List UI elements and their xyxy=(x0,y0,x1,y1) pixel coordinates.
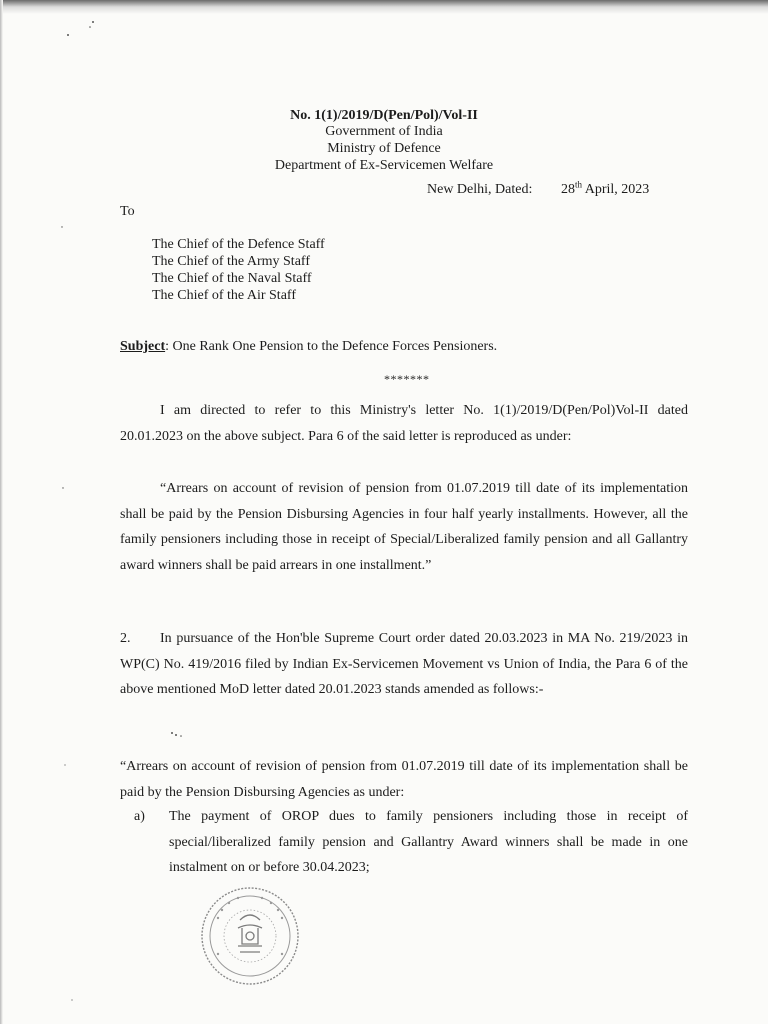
letter-date xyxy=(561,179,650,198)
clause-a-marker: a) xyxy=(134,809,145,824)
date-day: 28 xyxy=(561,182,575,197)
emblem-seal xyxy=(198,884,302,988)
quoted-para-6: “Arrears on account of revision of pension from 01.07.2019 till date of its implementation shall be paid by the Pension Disbursing Agencies in four half yearly installments. However, all the family pensioners including those in receipt of Special/Liberalized family pension and all Gallantry award winners shall be paid arrears in one installment.” xyxy=(120,481,688,573)
amended-intro: “Arrears on account of revision of pension from 01.07.2019 till date of its implementation shall be paid by the Pension Disbursing Agencies as under: xyxy=(120,759,688,800)
paragraph-2-number: 2. xyxy=(120,631,131,646)
paragraph-2: In pursuance of the Hon'ble Supreme Court order dated 20.03.2023 in MA No. 219/2023 in WP(C) No. 419/2016 filed by Indian Ex-Servicemen Movement vs Union of India, the Para 6 of the above mentioned MoD letter dated 20.01.2023 stands amended as follows:- xyxy=(120,631,688,697)
paragraph-1: I am directed to refer to this Ministry's letter No. 1(1)/2019/D(Pen/Pol)Vol-II dated 20.01.2023 on the above subject. Para 6 of the said letter is reproduced as under: xyxy=(120,403,688,444)
subject-label: Subject xyxy=(120,339,166,354)
issuer-ministry: Ministry of Defence xyxy=(327,141,441,156)
to-label: To xyxy=(120,204,135,219)
addressee-army: The Chief of the Army Staff xyxy=(152,254,310,269)
subject-line xyxy=(120,339,497,355)
clause-a-text: The payment of OROP dues to family pensioners including those in receipt of special/liberalized family pension and Gallantry Award winners shall be made in one instalment on or before 30.04.2023; xyxy=(169,809,688,875)
date-rest: April, 2023 xyxy=(582,182,650,197)
addressee-naval: The Chief of the Naval Staff xyxy=(152,271,312,286)
addressee-air: The Chief of the Air Staff xyxy=(152,288,296,303)
reference-number: No. 1(1)/2019/D(Pen/Pol)/Vol-II xyxy=(290,108,478,123)
place-dated-label: New Delhi, Dated: xyxy=(427,182,533,197)
subject-text: : One Rank One Pension to the Defence Forces Pensioners. xyxy=(165,339,498,354)
issuer-government: Government of India xyxy=(325,124,443,139)
addressee-cds: The Chief of the Defence Staff xyxy=(152,237,325,252)
separator-stars: ******* xyxy=(384,372,430,386)
date-suffix: th xyxy=(575,179,583,190)
issuer-department: Department of Ex-Servicemen Welfare xyxy=(274,158,494,173)
